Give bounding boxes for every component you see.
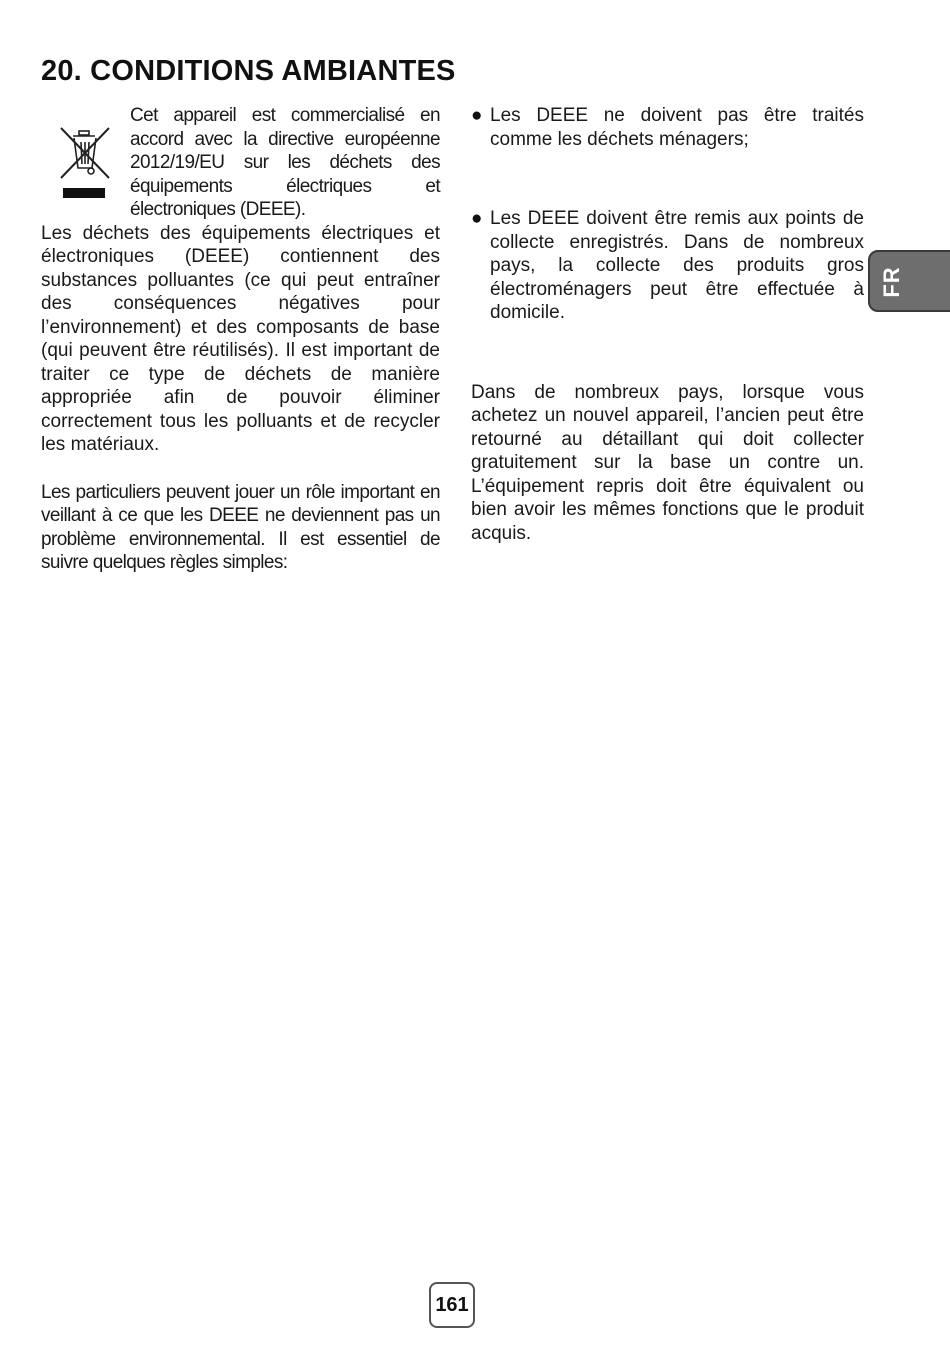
language-tab <box>868 250 950 312</box>
crossed-bin-icon <box>41 122 129 204</box>
paragraph-deee-content: Les déchets des équipements électriques et électroniques (DEEE) contiennent des substances polluantes (ce qui peut entraîner des conséquences négatives pour l’environnement) et des composants de base (qui peuvent être réutilisés). Il est important de traiter ce type de déchets de manière appropriée afin de pouvoir éliminer correctement tous les polluants et de recycler les matériaux. <box>41 222 440 455</box>
bullet-item-household <box>471 104 864 151</box>
bullet-icon: ● <box>471 105 483 126</box>
right-column <box>471 104 864 545</box>
bullet-icon: ● <box>471 208 483 229</box>
bullet-item-collection <box>471 207 864 325</box>
intro-text: Cet appareil est commercialisé en accord avec la directive européenne 2012/19/EU sur les déchets des équipements électriques et électroniques (DEEE). <box>130 105 440 220</box>
paragraph-individuals: Les particuliers peuvent jouer un rôle important en veillant à ce que les DEEE ne deviennent pas un problème environnemental. Il est essentiel de suivre quelques règles simples: <box>41 481 440 573</box>
bullet-text: Les DEEE ne doivent pas être traités comme les déchets ménagers; <box>490 105 864 150</box>
paragraph-retailer-return: Dans de nombreux pays, lorsque vous achetez un nouvel appareil, l’ancien peut être retourné au détaillant qui doit collecter gratuitement sur la base un contre un. L’équipement repris doit être équivalent ou bien avoir les mêmes fonctions que le produit acquis. <box>471 381 864 544</box>
bullet-text: Les DEEE doivent être remis aux points de collecte enregistrés. Dans de nombreux pays, la collecte des produits gros électroménagers peut être effectuée à domicile. <box>490 208 864 323</box>
left-column <box>41 104 440 575</box>
language-label: FR <box>879 266 904 298</box>
weee-intro <box>41 104 440 222</box>
section-heading: 20. CONDITIONS AMBIANTES <box>41 55 456 87</box>
page-number: 161 <box>429 1282 475 1328</box>
